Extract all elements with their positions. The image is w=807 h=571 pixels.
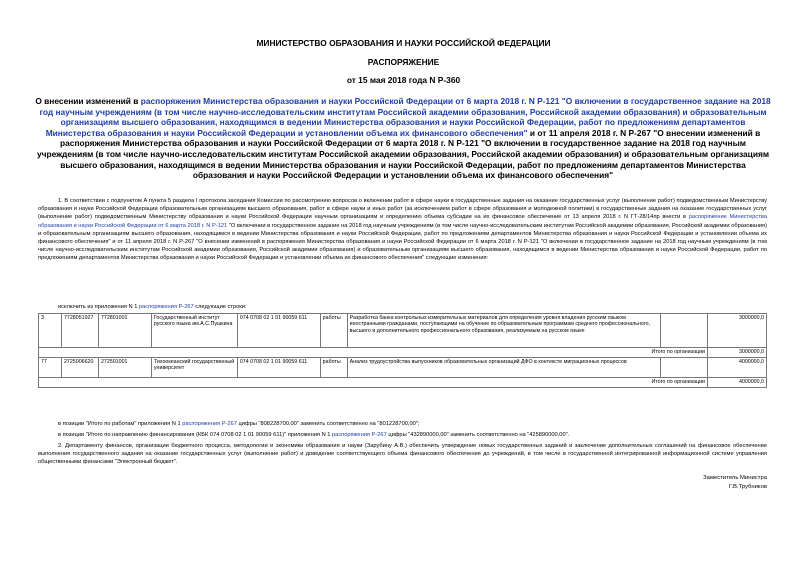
works-link-r267[interactable]: распоряжения Р-267 [182, 421, 237, 427]
cell-kpp: 272501001 [98, 358, 151, 378]
cell-number: 3 [39, 314, 62, 348]
cell-kbk: 074 0708 02 1 01 90059 611 [237, 314, 320, 348]
para1-link-r121[interactable]: распоряжение Министерства образования и науки Российской Федерации от 6 марта 2018 г. N Р-121 [38, 214, 767, 229]
cell-kind: работы [320, 358, 347, 378]
cell-kpp: 772801001 [98, 314, 151, 348]
exclude-line [58, 303, 758, 311]
table-total-row [39, 378, 767, 388]
para1-text-1: 1. В соответствии с подпунктом А пункта 5 раздела I протокола заседания Комиссии по рассмотрению вопросов о включении работ в сфере науки в государственные задания на оказание государственных услуг (выполнение работ) подведомственным Министерству образования и науки Российской Федерации образовательным организациям высшего образования, работ в сфере науки и иных работ (за исключением работ в сфере образования и молодежной политики) в государственные задания на оказание государственных услуг (выполнение работ) подведомственным Министерству образования и науки Российской Федерации научным организациям и определению объема субсидии на их финансовое обеспечение от 13 апреля 2018 г. N ГТ-28/14пр внести в [38, 198, 767, 221]
kbk-link-r267[interactable]: распоряжения Р-267 [332, 432, 387, 438]
paragraph-1 [38, 197, 767, 263]
exclude-text-1: исключить из приложения N 1 [58, 304, 139, 310]
title-link-r121[interactable]: распоряжения Министерства образования и науки Российской Федерации от 6 марта 2018 г. N Р-121 "О включении в государственное задание на 2018 год научным учреждениям (в том числе научно-исследовательским институтам Российской академии образования, Российской академии образования) и образовательным организациям высшего образования, находящимся в ведении Министерства образования и науки Российской Федерации, работ по предложениям департаментов Министерства образования и науки Российской Федерации и установлении объема их финансового обеспечения" [39, 96, 771, 138]
cell-empty [661, 314, 708, 348]
paragraph-kbk-total [58, 431, 758, 439]
table-total-row [39, 348, 767, 358]
signature-name: Г.В.Трубников [728, 484, 767, 490]
cell-total-label: Итого по организации [39, 378, 708, 388]
cell-organization: Тихоокеанский государственный университет [151, 358, 237, 378]
para1-text-2: "О включении в государственное задание на 2018 год научным учреждениям (в том числе научно-исследовательским институтам Российской академии образования, Российской академии образования) и образовательным организациям высшего образования, находящимся в ведении Министерства образования и науки Российской Федерации, работ по предложениям департаментов Министерства образования и науки Российской Федерации и установлении объема их финансового обеспечения" и от 11 апреля 2018 г. N Р-267 "О внесении изменений в распоряжения Министерства образования и науки Российской Федерации от 6 марта 2018 г. N Р-121 "О включении в государственное задание на 2018 год научным учреждениям (в том числе научно-исследовательским институтам Российской академии образования, Российской академии образования) и образовательным организациям высшего образования, находящимся в ведении Министерства образования и науки Российской Федерации, работ по предложениям департаментов Министерства образования и науки Российской Федерации и установлении объема их финансового обеспечения" [38, 222, 768, 262]
cell-description: Анализ трудоустройства выпускников образовательных организаций ДФО в контексте миграционных процессов [347, 358, 660, 378]
para1-text-3: следующие изменения: [424, 255, 489, 262]
kbk-text-2: цифры "432890000,00" заменить соответственно на "425890000,00". [386, 432, 570, 438]
cell-number: 77 [39, 358, 62, 378]
exclude-text-2: следующие строки: [193, 304, 247, 310]
cell-kbk: 074 0708 02 1 01 90059 611 [237, 358, 320, 378]
cell-organization: Государственный институт русского языка им.А.С.Пушкина [151, 314, 237, 348]
cell-total-sum: 3000000,0 [708, 348, 767, 358]
table-row [39, 314, 767, 348]
cell-total-label: Итого по организации [39, 348, 708, 358]
document-type: РАСПОРЯЖЕНИЕ [367, 57, 440, 67]
works-text-1: в позиции "Итого по работам" приложения N 1 [58, 421, 183, 427]
exclude-link-r267[interactable]: распоряжения Р-267 [138, 304, 194, 310]
paragraph-2: 2. Департаменту финансов, организации бюджетного процесса, методологии и экономики образования и науки (Зарубину А.В.) обеспечить утверждение новых государственных заданий и заключение дополнительных соглашений на финансовое обеспечение выполнения государственного задания на оказание государственных услуг (выполнение работ) и доведение соответствующего объема финансового обеспечения до учреждений, в том числе в государственной интегрированной информационной системе управления общественными финансами "Электронный бюджет". [38, 443, 767, 466]
table-row [39, 358, 767, 378]
title-text-1: О внесении изменений в [35, 96, 141, 106]
excluded-rows-table [38, 313, 767, 388]
works-text-2: цифры "808228700,00" заменить соответственно на "801228700,00"; [236, 421, 420, 427]
cell-description: Разработка банка контрольных измерительных материалов для определения уровня владения русским языком иностранными гражданами, поступающими на обучение по образовательным программам среднего профессионального, высшего и дополнительного профессионального образования, реализуемым на русском языке [347, 314, 660, 348]
cell-sum: 3000000,0 [708, 314, 767, 348]
document-date-number: от 15 мая 2018 года N Р-360 [346, 75, 461, 85]
cell-kind: работы [320, 314, 347, 348]
paragraph-works-total [58, 420, 758, 428]
ministry-heading: МИНИСТЕРСТВО ОБРАЗОВАНИЯ И НАУКИ РОССИЙСКОЙ ФЕДЕРАЦИИ [256, 38, 551, 48]
document-title [34, 96, 772, 181]
cell-empty [661, 358, 708, 378]
cell-total-sum: 4000000,0 [708, 378, 767, 388]
cell-sum: 4000000,0 [708, 358, 767, 378]
title-text-2: и от 11 апреля 2018 г. N Р-267 "О внесении изменений в распоряжения Министерства образования и науки Российской Федерации от 6 марта 2018 г. N Р-121 "О включении в государственное задание на 2018 год научным учреждениям (в том числе научно-исследовательским институтам Российской академии образования, Российской академии образования) и образовательным организациям высшего образования, находящимся в ведении Министерства образования и науки Российской Федерации, работ по предложениям департаментов Министерства образования и науки Российской Федерации и установлении объема их финансового обеспечения" [36, 127, 770, 181]
signature-position: Заместитель Министра [703, 475, 767, 481]
cell-inn: 2725006620 [61, 358, 98, 378]
cell-inn: 7728051927 [61, 314, 98, 348]
kbk-text-1: в позиции "Итого по направлению финансирования (КБК 074 0708 02 1 01 90059 611)" приложения N 1 [58, 432, 333, 438]
